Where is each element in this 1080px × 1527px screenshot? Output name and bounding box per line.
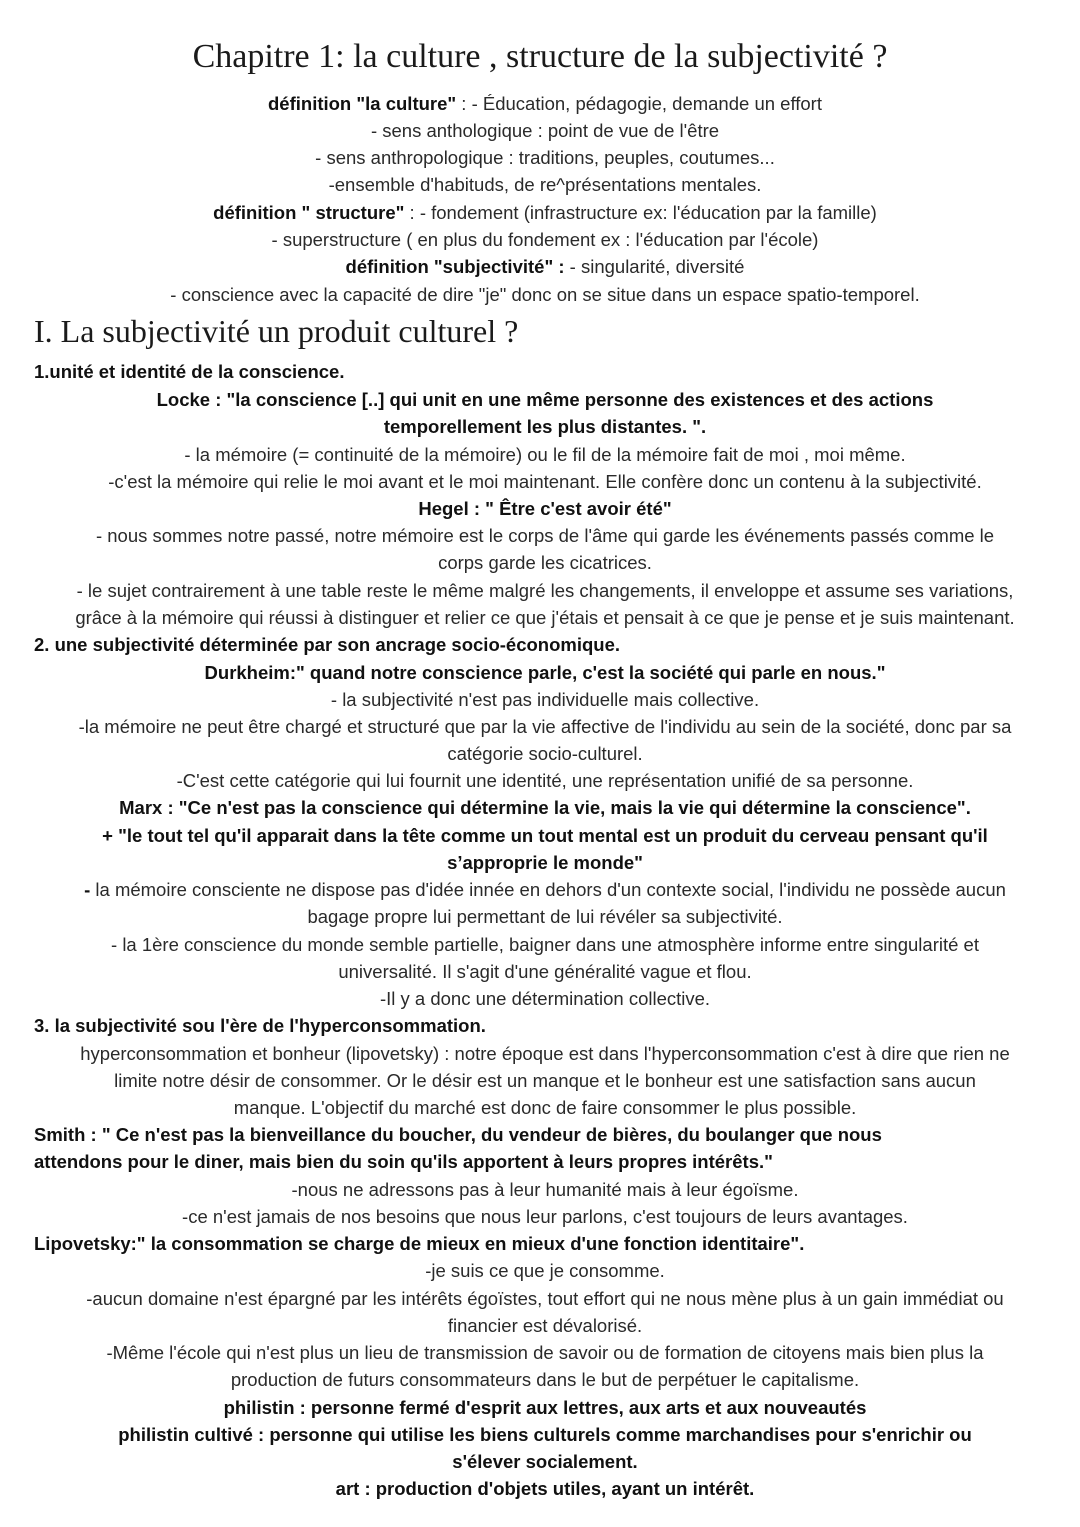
body-line: - la subjectivité n'est pas individuelle mais collective. xyxy=(330,689,760,710)
definition-structure-term: définition " structure" xyxy=(213,202,405,223)
body-line: limite notre désir de consommer. Or le désir est un manque et le bonheur est une satisfaction sans aucun xyxy=(114,1070,976,1091)
quote-hegel: Hegel : " Être c'est avoir été" xyxy=(418,498,672,519)
body-line: universalité. Il s'agit d'une généralité vague et flou. xyxy=(338,961,752,982)
quote-lipovetsky: Lipovetsky:" la consommation se charge de mieux en mieux d'une fonction identitaire". xyxy=(34,1233,805,1254)
body-line: manque. L'objectif du marché est donc de faire consommer le plus possible. xyxy=(233,1097,857,1118)
definition-subjectivite-text: - singularité, diversité xyxy=(564,256,745,277)
body-line: production de futurs consommateurs dans le but de perpétuer le capitalisme. xyxy=(230,1369,860,1390)
dash: - xyxy=(84,879,91,900)
definition-line: - conscience avec la capacité de dire "je" donc on se situe dans un espace spatio-temporel. xyxy=(170,284,920,305)
definition-line: - sens anthologique : point de vue de l'être xyxy=(370,120,720,141)
definition-philistin: philistin : personne fermé d'esprit aux lettres, aux arts et aux nouveautés xyxy=(223,1397,867,1418)
body-line: -c'est la mémoire qui relie le moi avant et le moi maintenant. Elle confère donc un contenu à la subjectivité. xyxy=(108,471,982,492)
body-line: -nous ne adressons pas à leur humanité mais à leur égoïsme. xyxy=(291,1179,799,1200)
definition-philistin-cultive: s'élever socialement. xyxy=(452,1451,638,1472)
body-line: -Il y a donc une détermination collective. xyxy=(379,988,711,1009)
definition-subjectivite xyxy=(30,253,1060,280)
subsection-heading: 3. la subjectivité sou l'ère de l'hyperconsommation. xyxy=(34,1015,486,1036)
body-line: bagage propre lui permettant de lui révéler sa subjectivité. xyxy=(307,906,783,927)
quote-durkheim: Durkheim:" quand notre conscience parle, c'est la société qui parle en nous." xyxy=(204,662,886,683)
quote-marx: s’approprie le monde" xyxy=(447,852,643,873)
body-line: - la mémoire (= continuité de la mémoire) ou le fil de la mémoire fait de moi , moi même. xyxy=(184,444,906,465)
body-line: grâce à la mémoire qui réussi à distinguer et relier ce que j'étais et pensait à ce que je pense et je suis maintenant. xyxy=(75,607,1015,628)
body-line: -C'est cette catégorie qui lui fournit une identité, une représentation unifié de sa personne. xyxy=(176,770,914,791)
body-line: -aucun domaine n'est épargné par les intérêts égoïstes, tout effort qui ne nous mène plus à un gain immédiat ou xyxy=(86,1288,1004,1309)
quote-locke: temporellement les plus distantes. ". xyxy=(383,416,707,437)
body-line xyxy=(30,876,1060,903)
subsection-heading: 2. une subjectivité déterminée par son ancrage socio-économique. xyxy=(34,634,621,655)
chapter-title: Chapitre 1: la culture , structure de la subjectivité ? xyxy=(192,38,888,75)
body-line: financier est dévalorisé. xyxy=(447,1315,643,1336)
quote-smith: attendons pour le diner, mais bien du soin qu'ils apportent à leurs propres intérêts." xyxy=(34,1151,773,1172)
body-line: - la 1ère conscience du monde semble partielle, baigner dans une atmosphère informe entre singularité et xyxy=(111,934,979,955)
definition-culture-term: définition "la culture" xyxy=(268,93,457,114)
body-line: - nous sommes notre passé, notre mémoire est le corps de l'âme qui garde les événements passés comme le xyxy=(95,525,995,546)
definition-philistin-cultive: philistin cultivé : personne qui utilise les biens culturels comme marchandises pour s'enrichir ou xyxy=(118,1424,972,1445)
quote-locke: Locke : "la conscience [..] qui unit en une même personne des existences et des actions xyxy=(156,389,934,410)
definition-culture xyxy=(30,90,1060,117)
body-line: corps garde les cicatrices. xyxy=(438,552,652,573)
body-line: hyperconsommation et bonheur (lipovetsky) : notre époque est dans l'hyperconsommation c'est à dire que rien ne xyxy=(80,1043,1010,1064)
body-line: -je suis ce que je consomme. xyxy=(425,1260,665,1281)
definition-line: - superstructure ( en plus du fondement ex : l'éducation par l'école) xyxy=(271,229,819,250)
body-line: -ce n'est jamais de nos besoins que nous leur parlons, c'est toujours de leurs avantages. xyxy=(182,1206,908,1227)
body-line-text: la mémoire consciente ne dispose pas d'idée innée en dehors d'un contexte social, l'individu ne possède aucun xyxy=(90,879,1006,900)
body-line: - le sujet contrairement à une table reste le même malgré les changements, il enveloppe et assume ses variations, xyxy=(76,580,1014,601)
definition-subjectivite-term: définition "subjectivité" : xyxy=(345,256,565,277)
definition-structure xyxy=(30,199,1060,226)
quote-marx: + "le tout tel qu'il apparait dans la tête comme un tout mental est un produit du cerveau pensant qu'il xyxy=(102,825,988,846)
definition-structure-text: : - fondement (infrastructure ex: l'éducation par la famille) xyxy=(404,202,877,223)
definition-culture-text: : - Éducation, pédagogie, demande un effort xyxy=(456,93,822,114)
quote-marx: Marx : "Ce n'est pas la conscience qui détermine la vie, mais la vie qui détermine la conscience". xyxy=(119,797,971,818)
body-line: -la mémoire ne peut être chargé et structuré que par la vie affective de l'individu au sein de la société, donc par sa xyxy=(78,716,1012,737)
definition-line: - sens anthropologique : traditions, peuples, coutumes... xyxy=(315,147,775,168)
definition-art: art : production d'objets utiles, ayant un intérêt. xyxy=(335,1478,755,1499)
definition-line: -ensemble d'habituds, de re^présentations mentales. xyxy=(328,174,762,195)
subsection-heading: 1.unité et identité de la conscience. xyxy=(34,361,345,382)
body-line: catégorie socio-culturel. xyxy=(447,743,643,764)
quote-smith: Smith : " Ce n'est pas la bienveillance du boucher, du vendeur de bières, du boulanger que nous xyxy=(34,1124,882,1145)
section-title: I. La subjectivité un produit culturel ? xyxy=(34,313,519,349)
body-line: -Même l'école qui n'est plus un lieu de transmission de savoir ou de formation de citoyens mais bien plus la xyxy=(106,1342,984,1363)
